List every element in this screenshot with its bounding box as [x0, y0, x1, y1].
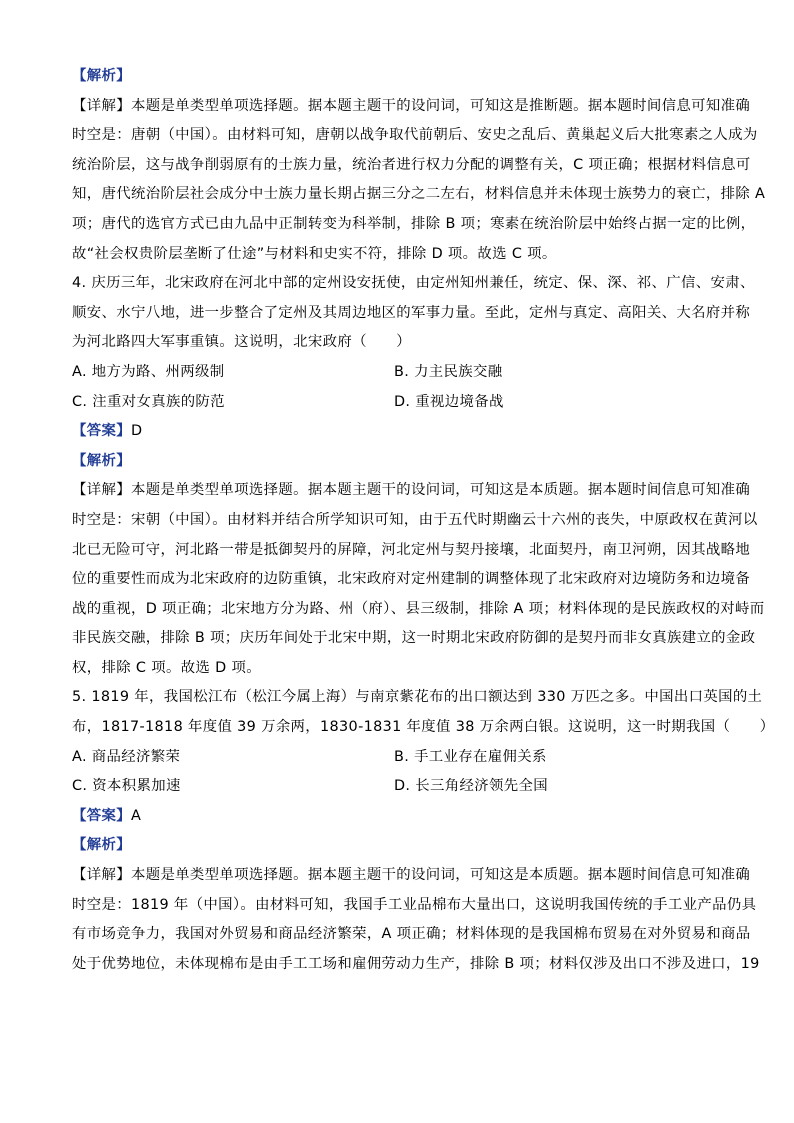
q4-analysis-line: 战的重视，D 项正确；北宋地方分为路、州（府）、县三级制，排除 A 项；材料体现的是民族政权的对峙而 — [72, 600, 765, 617]
q5-analysis-line: 【详解】本题是单类型单项选择题。据本题主题干的设问词，可知这是本质题。据本题时间信息可知准确 — [72, 867, 751, 884]
q5-analysis-line: 有市场竞争力，我国对外贸易和商品经济繁荣，A 项正确；材料体现的是我国棉布贸易在对外贸易和商品 — [72, 926, 751, 943]
q4-analysis-line: 【详解】本题是单类型单项选择题。据本题主题干的设问词，可知这是本质题。据本题时间信息可知准确 — [72, 482, 751, 499]
document-page — [72, 62, 775, 979]
q4-answer-value: D — [130, 423, 143, 440]
q3-analysis-line: 时空是：唐朝（中国）。由材料可知，唐朝以战争取代前朝后、安史之乱后、黄巢起义后大批寒素之人成为 — [72, 127, 758, 144]
q4-option-b: B. 力主民族交融 — [394, 363, 503, 380]
q4-option-d: D. 重视边境备战 — [394, 393, 504, 410]
q5-option-d: D. 长三角经济领先全国 — [394, 778, 548, 795]
q5-option-b: B. 手工业存在雇佣关系 — [394, 748, 547, 765]
q4-options-row-1 — [72, 358, 724, 388]
q4-analysis-line: 时空是：宋朝（中国）。由材料并结合所学知识可知，由于五代时期幽云十六州的丧失，中原政权在黄河以 — [72, 511, 758, 528]
q5-analysis-heading: 【解析】 — [72, 837, 131, 854]
q3-analysis-line: 【详解】本题是单类型单项选择题。据本题主题干的设问词，可知这是推断题。据本题时间信息可知准确 — [72, 97, 751, 114]
q5-stem-line: 布，1817-1818 年度值 39 万余两，1830-1831 年度值 38 万余两白银。这说明，这一时期我国（ ） — [72, 719, 775, 736]
q4-analysis-line: 权，排除 C 项。故选 D 项。 — [72, 659, 261, 676]
q4-answer — [72, 417, 724, 447]
q4-stem-line: 顺安、水宁八地，进一步整合了定州及其周边地区的军事力量。至此，定州与真定、高阳关、大名府并称 — [72, 304, 751, 321]
q5-answer — [72, 802, 724, 832]
q5-analysis-line: 处于优势地位，未体现棉布是由手工工场和雇佣劳动力生产，排除 B 项；材料仅涉及出口不涉及进口，19 — [72, 955, 760, 972]
q3-analysis-line: 故“社会权贵阶层垄断了仕途”与材料和史实不符，排除 D 项。故选 C 项。 — [72, 245, 557, 262]
q4-analysis-line: 位的重要性而成为北宋政府的边防重镇，北宋政府对定州建制的调整体现了北宋政府对边境防务和边境备 — [72, 571, 751, 588]
q4-answer-tag: 【答案】 — [72, 423, 131, 440]
q3-analysis-line: 知，唐代统治阶层社会成分中士族力量长期占据三分之二左右，材料信息并未体现士族势力的衰亡，排除 A — [72, 186, 766, 203]
q4-analysis-heading: 【解析】 — [72, 452, 131, 469]
q4-options-row-2 — [72, 388, 724, 418]
q4-analysis-line: 非民族交融，排除 B 项；庆历年间处于北宋中期，这一时期北宋政府防御的是契丹而非女真族建立的金政 — [72, 630, 756, 647]
q5-stem-line: 5. 1819 年，我国松江布（松江今属上海）与南京紫花布的出口额达到 330 万匹之多。中国出口英国的土 — [72, 689, 763, 706]
q5-answer-tag: 【答案】 — [72, 807, 131, 824]
q4-stem-line: 为河北路四大军事重镇。这说明，北宋政府（ ） — [72, 334, 412, 351]
q4-option-a: A. 地方为路、州两级制 — [72, 363, 225, 380]
q5-options-row-1 — [72, 743, 724, 773]
q3-analysis-line: 统治阶层，这与战争削弱原有的士族力量，统治者进行权力分配的调整有关，C 项正确；根据材料信息可 — [72, 156, 751, 173]
q3-analysis-line: 项；唐代的选官方式已由九品中正制转变为科举制，排除 B 项；寒素在统治阶层中始终占据一定的比例， — [72, 215, 756, 232]
q5-answer-value: A — [130, 807, 142, 824]
q4-option-c: C. 注重对女真族的防范 — [72, 393, 225, 410]
q4-analysis-line: 北已无险可守，河北路一带是抵御契丹的屏障，河北定州与契丹接壤，北面契丹，南卫河朔，因其战略地 — [72, 541, 751, 558]
q5-option-c: C. 资本积累加速 — [72, 778, 181, 795]
q3-analysis-heading: 【解析】 — [72, 68, 131, 84]
q5-analysis-line: 时空是：1819 年（中国）。由材料可知，我国手工业品棉布大量出口，这说明我国传统的手工业产品仍具 — [72, 896, 757, 913]
q4-stem-line: 4. 庆历三年，北宋政府在河北中部的定州设安抚使，由定州知州兼任，统定、保、深、祁、广信、安肃、 — [72, 275, 755, 292]
q5-option-a: A. 商品经济繁荣 — [72, 748, 181, 765]
q5-options-row-2 — [72, 772, 724, 802]
